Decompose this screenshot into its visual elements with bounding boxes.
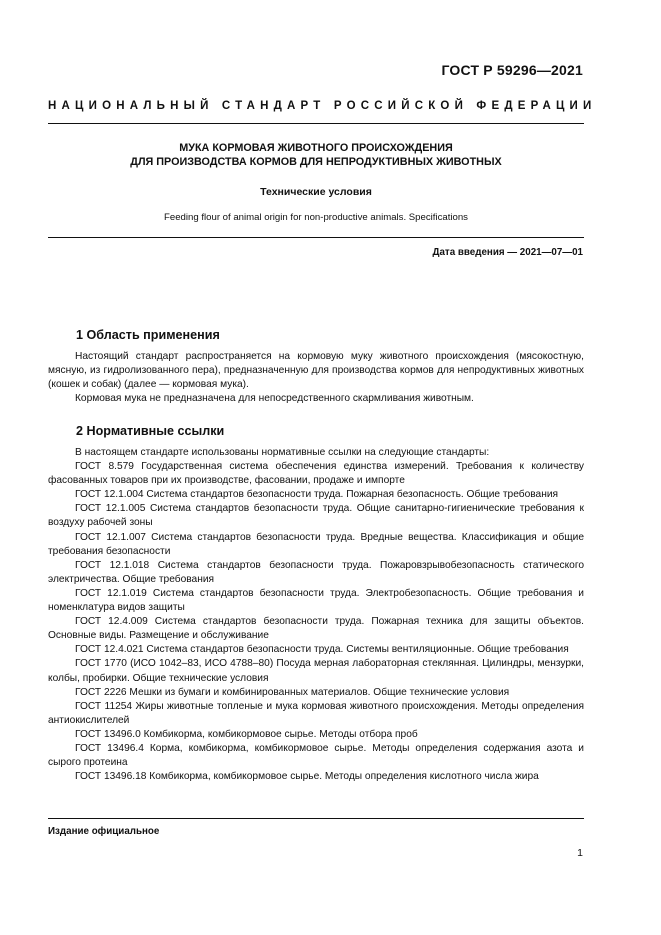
- document-title: [48, 141, 584, 169]
- reference-item: ГОСТ 13496.4 Корма, комбикорма, комбикормовое сырье. Методы определения содержания азота и сырого протеина: [48, 742, 584, 769]
- section-2-title: 2 Нормативные ссылки: [76, 424, 225, 438]
- reference-item: ГОСТ 2226 Мешки из бумаги и комбинированных материалов. Общие технические условия: [75, 686, 510, 698]
- title-line-2: ДЛЯ ПРОИЗВОДСТВА КОРМОВ ДЛЯ НЕПРОДУКТИВНЫХ ЖИВОТНЫХ: [130, 156, 502, 168]
- reference-item: ГОСТ 12.1.019 Система стандартов безопасности труда. Электробезопасность. Общие требования и номенклатура видов защиты: [48, 587, 584, 614]
- footer-divider: [48, 818, 584, 819]
- top-divider: [48, 123, 584, 124]
- page-number: 1: [577, 847, 583, 859]
- middle-divider: [48, 237, 584, 238]
- reference-item: ГОСТ 12.1.004 Система стандартов безопасности труда. Пожарная безопасность. Общие требования: [75, 489, 559, 501]
- section-2-body: [48, 446, 584, 784]
- section-1-paragraph: Кормовая мука не предназначена для непосредственного скармливания животным.: [75, 393, 474, 405]
- reference-item: ГОСТ 12.4.021 Система стандартов безопасности труда. Системы вентиляционные. Общие требования: [75, 644, 569, 656]
- section-1-title: 1 Область применения: [76, 328, 220, 342]
- title-line-1: МУКА КОРМОВАЯ ЖИВОТНОГО ПРОИСХОЖДЕНИЯ: [179, 142, 453, 154]
- section-1-body: [48, 350, 584, 406]
- section-1-paragraph: Настоящий стандарт распространяется на кормовую муку животного происхождения (мясокостную, мясную, из гидролизованного пера), предназначенную для производства кормов для непродуктивных животных (кошек и собак) (далее — кормовая мука).: [48, 351, 584, 391]
- reference-item: ГОСТ 1770 (ИСО 1042–83, ИСО 4788–80) Посуда мерная лабораторная стеклянная. Цилиндры, мензурки, колбы, пробирки. Общие технические условия: [48, 658, 584, 684]
- document-subtitle: Технические условия: [260, 186, 372, 198]
- national-standard-heading: НАЦИОНАЛЬНЫЙ СТАНДАРТ РОССИЙСКОЙ ФЕДЕРАЦИИ: [48, 100, 597, 112]
- english-title: Feeding flour of animal origin for non-productive animals. Specifications: [164, 212, 468, 223]
- reference-item: ГОСТ 13496.18 Комбикорма, комбикормовое сырье. Методы определения кислотного числа жира: [75, 771, 539, 783]
- official-edition-label: Издание официальное: [48, 826, 160, 837]
- reference-item: ГОСТ 13496.0 Комбикорма, комбикормовое сырье. Методы отбора проб: [75, 728, 418, 740]
- reference-item: ГОСТ 12.1.018 Система стандартов безопасности труда. Пожаровзрывобезопасность статического электричества. Общие требования: [48, 559, 584, 585]
- reference-item: ГОСТ 12.4.009 Система стандартов безопасности труда. Пожарная техника для защиты объектов. Основные виды. Размещение и обслуживание: [48, 616, 584, 642]
- reference-item: ГОСТ 12.1.007 Система стандартов безопасности труда. Вредные вещества. Классификация и общие требования безопасности: [48, 531, 584, 557]
- section-2-paragraph: В настоящем стандарте использованы нормативные ссылки на следующие стандарты:: [75, 447, 490, 458]
- reference-item: ГОСТ 11254 Жиры животные топленые и мука кормовая животного происхождения. Методы определения антиокислителей: [48, 700, 584, 726]
- introduction-date: Дата введения — 2021—07—01: [432, 247, 583, 258]
- gost-number: ГОСТ Р 59296—2021: [441, 62, 583, 78]
- reference-item: ГОСТ 8.579 Государственная система обеспечения единства измерений. Требования к количеству фасованных товаров при их производстве, фасовании, продаже и импорте: [48, 461, 584, 487]
- reference-item: ГОСТ 12.1.005 Система стандартов безопасности труда. Общие санитарно-гигиенические требования к воздуху рабочей зоны: [48, 503, 584, 529]
